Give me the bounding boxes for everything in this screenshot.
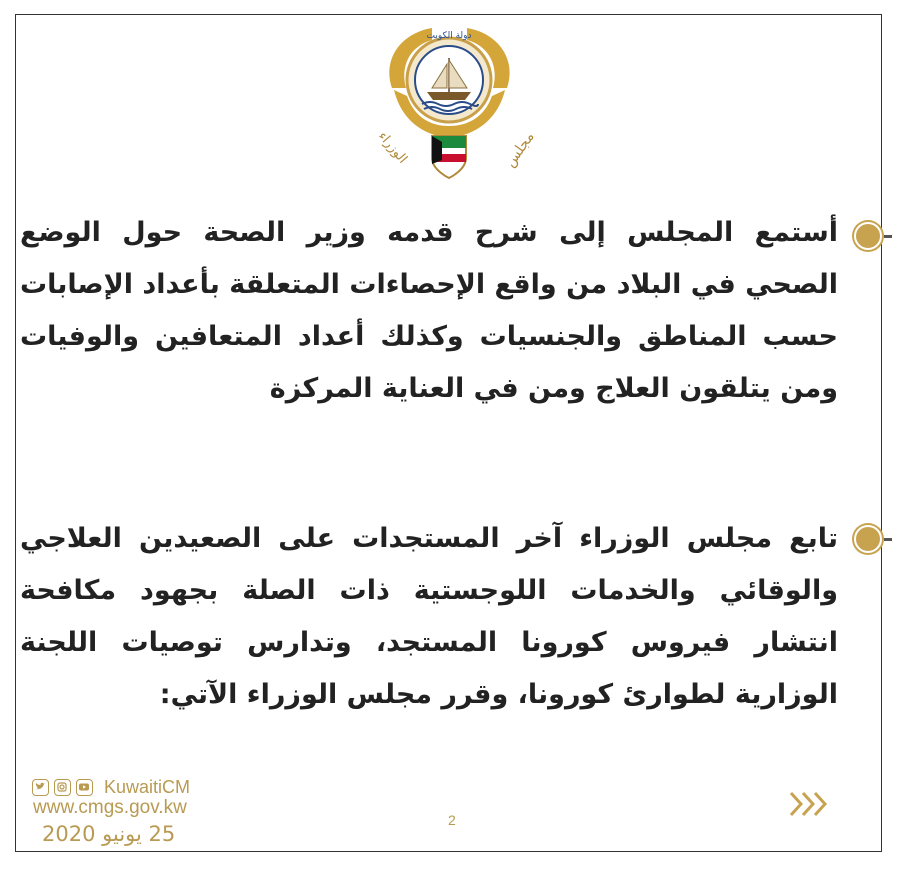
emblem-top-text: دولة الكويت bbox=[426, 31, 472, 41]
instagram-icon[interactable] bbox=[54, 779, 71, 796]
twitter-icon[interactable] bbox=[32, 779, 49, 796]
social-links bbox=[32, 777, 190, 798]
page-number: 2 bbox=[448, 812, 456, 828]
social-handle[interactable]: KuwaitiCM bbox=[104, 777, 191, 797]
publication-date: 25 يونيو 2020 bbox=[42, 822, 176, 846]
website-link[interactable]: www.cmgs.gov.kw bbox=[33, 797, 187, 818]
emblem-side-text-left: الوزراء bbox=[374, 128, 410, 167]
paragraph-health-briefing: أستمع المجلس إلى شرح قدمه وزير الصحة حول الوضع الصحي في البلاد من واقع الإحصاءات المتعلقة بأعداد الإصابات حسب المناطق والجنسيات وكذلك أعداد المتعافين والوفيات ومن يتلقون العلاج ومن في العناية المركزة bbox=[20, 217, 838, 404]
kuwait-cabinet-emblem bbox=[372, 18, 538, 180]
bullet-icon bbox=[854, 525, 882, 553]
emblem-side-text-right: مجلس bbox=[502, 129, 538, 171]
next-chevrons-icon[interactable] bbox=[787, 787, 829, 821]
paragraph-cabinet-followup: تابع مجلس الوزراء آخر المستجدات على الصعيدين العلاجي والوقائي والخدمات اللوجستية ذات الصلة بجهود مكافحة انتشار فيروس كورونا المستجد، وتدارس توصيات اللجنة الوزارية لطوارئ كورونا، وقرر مجلس الوزراء الآتي: bbox=[20, 523, 838, 710]
youtube-icon[interactable] bbox=[76, 779, 93, 796]
bullet-icon bbox=[854, 222, 882, 250]
